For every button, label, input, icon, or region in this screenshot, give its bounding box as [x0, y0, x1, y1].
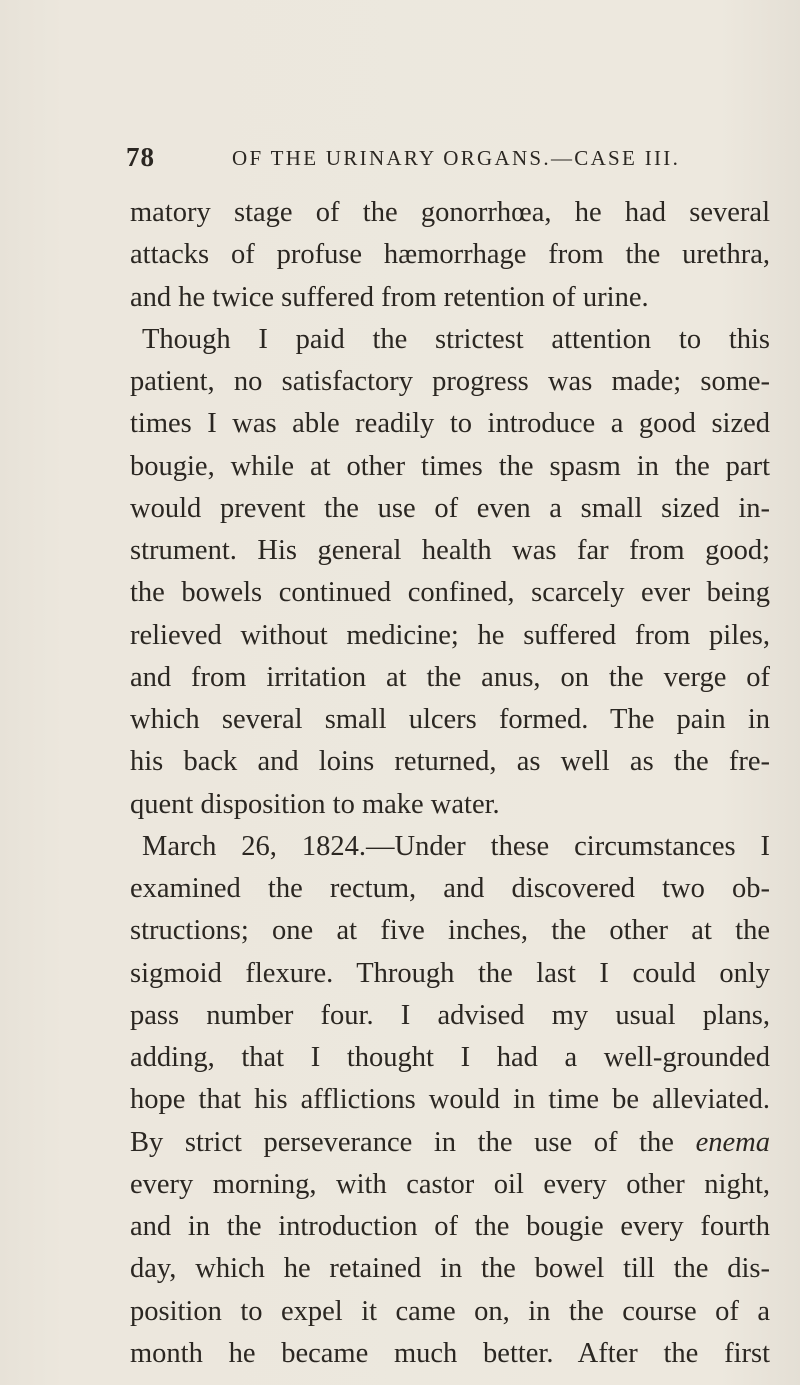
- emphasized-word: enema: [695, 1126, 770, 1158]
- text-line: day, which he retained in the bowel till the dis-: [130, 1253, 770, 1285]
- text-line: strument. His general health was far from good;: [130, 535, 770, 566]
- text-line: patient, no satisfactory progress was made; some-: [130, 366, 770, 397]
- text-line: and he twice suffered from retention of urine.: [130, 281, 649, 313]
- text-line: his back and loins returned, as well as the fre-: [130, 746, 770, 778]
- running-head: [126, 142, 766, 178]
- text-line: quent disposition to make water.: [130, 788, 500, 820]
- body-text: [130, 192, 770, 1375]
- text-line: structions; one at five inches, the other at the: [130, 915, 770, 947]
- text-line: relieved without medicine; he suffered from piles,: [130, 619, 770, 651]
- running-title: OF THE URINARY ORGANS.—CASE III.: [232, 146, 681, 170]
- text-line: sigmoid flexure. Through the last I could only: [130, 957, 770, 989]
- text-line: the bowels continued confined, scarcely ever being: [130, 577, 770, 609]
- text-line-start: By strict perseverance in the use of the: [130, 1126, 674, 1158]
- text-line: attacks of profuse hæmorrhage from the urethra,: [130, 239, 770, 271]
- page-number: 78: [126, 142, 155, 172]
- text-line: which several small ulcers formed. The pain in: [130, 704, 770, 735]
- text-line-with-emphasis: [130, 1122, 770, 1164]
- text-line: adding, that I thought I had a well-grounded: [130, 1042, 770, 1073]
- paragraph-start-line: Though I paid the strictest attention to this: [142, 323, 770, 355]
- text-line: bougie, while at other times the spasm in the part: [130, 450, 770, 482]
- paragraph-start-line: March 26, 1824.—Under these circumstances I: [142, 830, 770, 862]
- text-line: month he became much better. After the first: [130, 1337, 770, 1369]
- text-line: matory stage of the gonorrhœa, he had several: [130, 197, 770, 228]
- text-line: and from irritation at the anus, on the verge of: [130, 661, 770, 693]
- text-line: pass number four. I advised my usual plans,: [130, 999, 770, 1031]
- text-line: every morning, with castor oil every other night,: [130, 1168, 770, 1200]
- text-line: times I was able readily to introduce a good sized: [130, 408, 770, 440]
- text-line: and in the introduction of the bougie every fourth: [130, 1211, 770, 1242]
- text-line: position to expel it came on, in the course of a: [130, 1295, 770, 1327]
- text-line: examined the rectum, and discovered two ob-: [130, 873, 770, 904]
- text-line: would prevent the use of even a small sized in-: [130, 492, 770, 524]
- text-line: hope that his afflictions would in time be alleviated.: [130, 1084, 770, 1116]
